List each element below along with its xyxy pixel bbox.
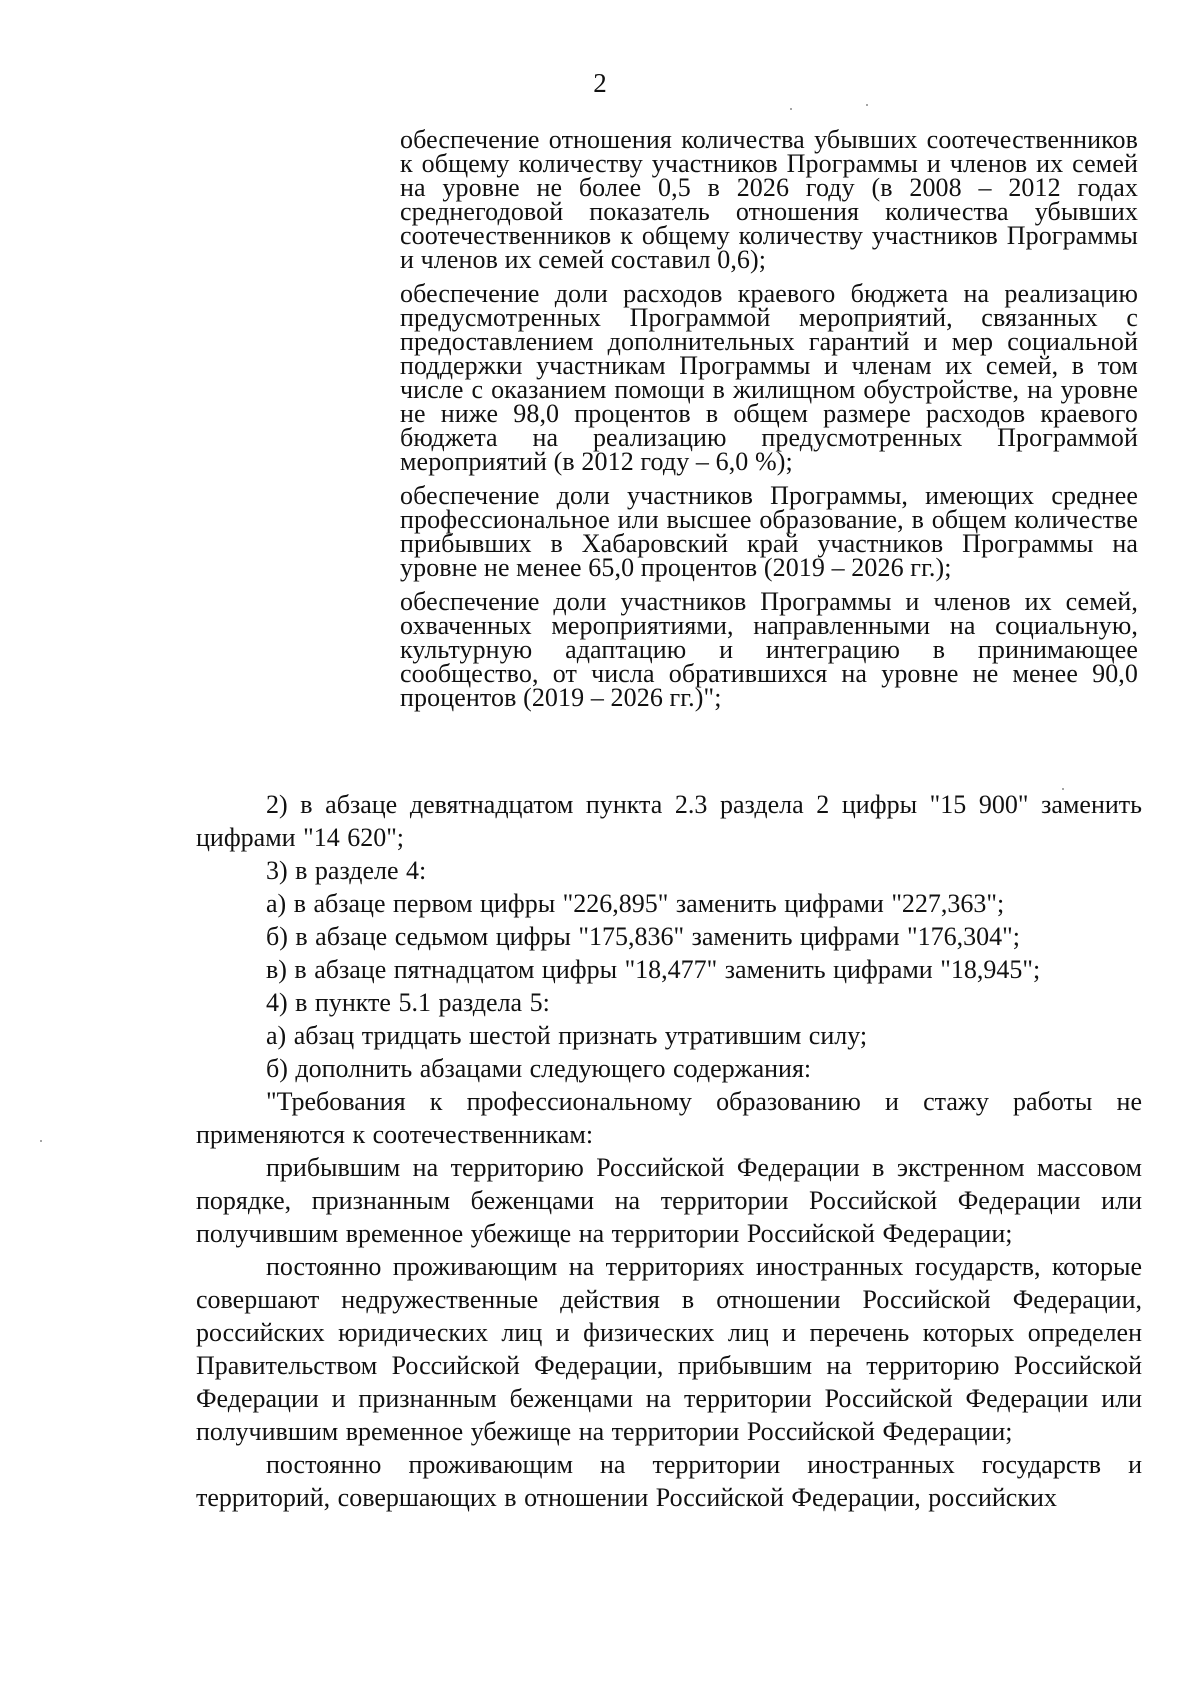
amendments-block	[196, 788, 1142, 1514]
amendment-item: в) в абзаце пятнадцатом цифры "18,477" заменить цифрами "18,945";	[266, 955, 1041, 984]
scan-speck	[866, 104, 868, 106]
amendment-item: б) в абзаце седьмом цифры "175,836" заменить цифрами "176,304";	[266, 922, 1021, 951]
amendment-item: 2) в абзаце девятнадцатом пункта 2.3 раздела 2 цифры "15 900" заменить цифрами "14 620";	[196, 790, 1142, 852]
scan-speck	[40, 1140, 42, 1142]
quoted-clauses-block	[400, 125, 1138, 720]
scan-speck	[790, 108, 792, 110]
quoted-clause: обеспечение отношения количества убывших соотечественников к общему количеству участников Программы и членов их семей на уровне не более 0,5 в 2026 году (в 2008 – 2012 годах среднегодовой показатель отношения количества убывших соотечественников к общему количеству участников Программы и членов их семей составил 0,6);	[400, 125, 1138, 274]
amendment-item: постоянно проживающим на территориях иностранных государств, которые совершают недружественные действия в отношении Российской Федерации, российских юридических лиц и физических лиц и перечень которых определен Правительством Российской Федерации, прибывшим на территорию Российской Федерации и признанным беженцами на территории Российской Федерации или получившим временное убежище на территории Российской Федерации;	[196, 1252, 1142, 1446]
amendment-item: а) абзац тридцать шестой признать утратившим силу;	[266, 1021, 868, 1050]
quoted-clause: обеспечение доли участников Программы и членов их семей, охваченных мероприятиями, направленными на социальную, культурную адаптацию и интеграцию в принимающее сообщество, от числа обратившихся на уровне не менее 90,0 процентов (2019 – 2026 гг.)";	[400, 587, 1138, 712]
page-number: 2	[593, 68, 607, 98]
quoted-clause: обеспечение доли расходов краевого бюджета на реализацию предусмотренных Программой мероприятий, связанных с предоставлением дополнительных гарантий и мер социальной поддержки участникам Программы и членам их семей, в том числе с оказанием помощи в жилищном обустройстве, на уровне не ниже 98,0 процентов в общем размере расходов краевого бюджета на реализацию предусмотренных Программой мероприятий (в 2012 году – 6,0 %);	[400, 279, 1138, 476]
amendment-item: 3) в разделе 4:	[266, 856, 427, 885]
scan-speck	[1062, 788, 1064, 790]
amendment-item: 4) в пункте 5.1 раздела 5:	[266, 988, 550, 1017]
amendment-item: постоянно проживающим на территории иностранных государств и территорий, совершающих в отношении Российской Федерации, российских	[196, 1450, 1142, 1512]
amendment-item: прибывшим на территорию Российской Федерации в экстренном массовом порядке, признанным беженцами на территории Российской Федерации или получившим временное убежище на территории Российской Федерации;	[196, 1153, 1142, 1248]
amendment-item: б) дополнить абзацами следующего содержания:	[266, 1054, 812, 1083]
amendment-item: а) в абзаце первом цифры "226,895" заменить цифрами "227,363";	[266, 889, 1005, 918]
quoted-clause: обеспечение доли участников Программы, имеющих среднее профессиональное или высшее образование, в общем количестве прибывших в Хабаровский край участников Программы на уровне не менее 65,0 процентов (2019 – 2026 гг.);	[400, 481, 1138, 582]
amendment-item: "Требования к профессиональному образованию и стажу работы не применяются к соотечественникам:	[196, 1087, 1142, 1149]
